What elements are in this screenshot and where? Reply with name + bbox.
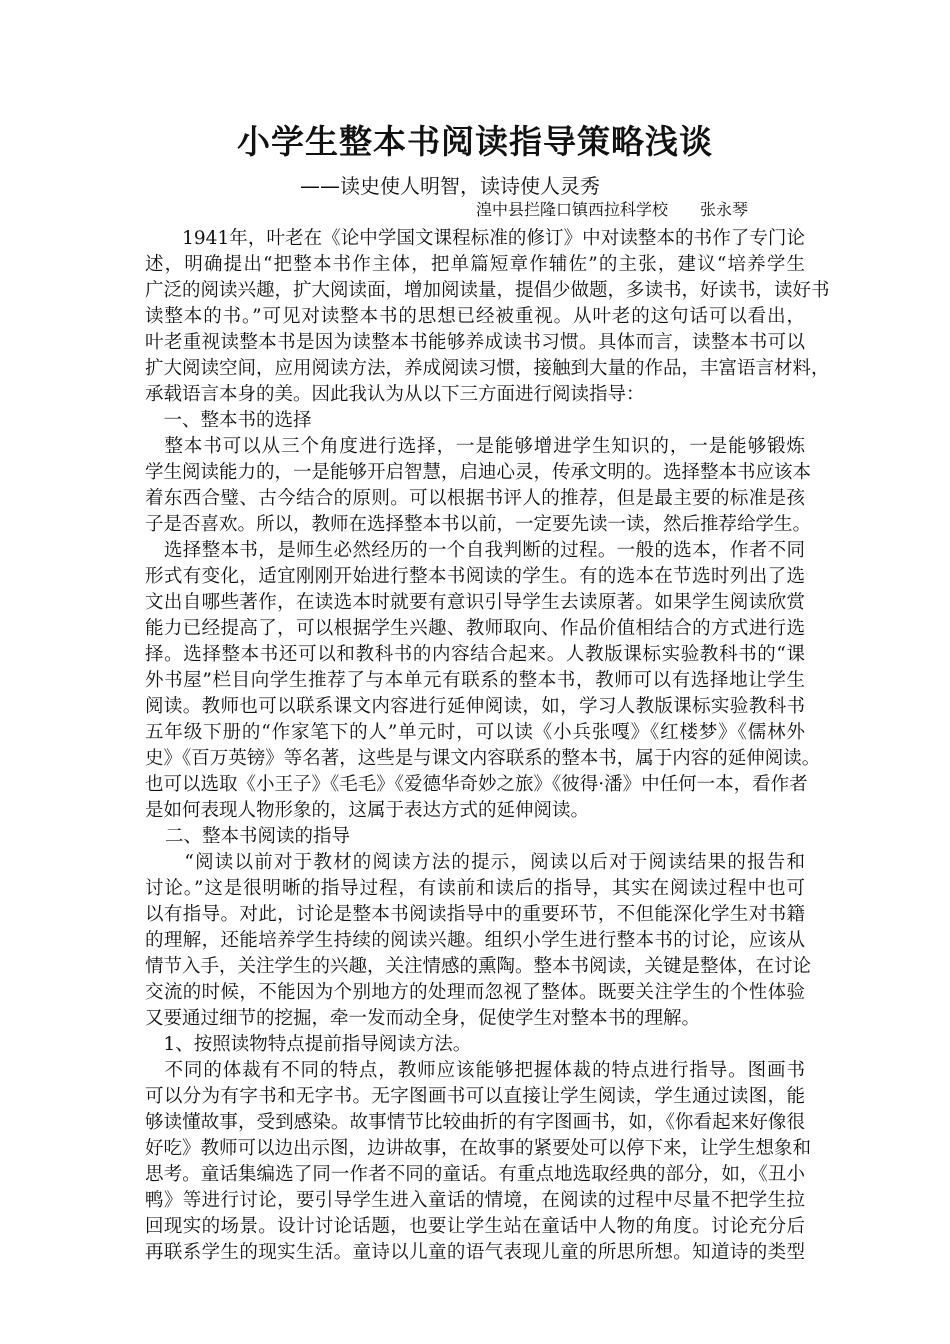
document-subtitle: ——读史使人明智，读诗使人灵秀	[300, 174, 600, 198]
body-line: 阅读。教师也可以联系课文内容进行延伸阅读，如，学习人教版课标实验教科书	[145, 696, 805, 717]
body-line: 择。选择整本书还可以和教科书的内容结合起来。人教版课标实验教科书的“课	[145, 644, 805, 665]
body-line: 交流的时候，不能因为个别地方的处理而忽视了整体。既要关注学生的个性体验	[145, 982, 805, 1003]
body-line: 着东西合璧、古今结合的原则。可以根据书评人的推荐，但是最主要的标准是孩	[145, 488, 805, 509]
subsection-heading: 1、按照读物特点提前指导阅读方法。	[145, 1034, 472, 1055]
body-line: 是如何表现人物形象的，这属于表达方式的延伸阅读。	[145, 800, 590, 821]
body-line: 扩大阅读空间，应用阅读方法，养成阅读习惯，接触到大量的作品，丰富语言材料，	[145, 358, 830, 379]
body-line: 能力已经提高了，可以根据学生兴趣、教师取向、作品价值相结合的方式进行选	[145, 618, 805, 639]
body-line: 又要通过细节的挖掘，牵一发而动全身，促使学生对整本书的理解。	[145, 1008, 701, 1029]
body-line: 承载语言本身的美。因此我认为从以下三方面进行阅读指导：	[145, 384, 645, 405]
body-line: 也可以选取《小王子》《毛毛》《爱德华奇妙之旅》《彼得·潘》中任何一本，看作者	[145, 774, 808, 795]
section-heading: 二、整本书阅读的指导	[165, 826, 351, 847]
document-title: 小学生整本书阅读指导策略浅谈	[237, 122, 713, 161]
body-line: 以有指导。对此，讨论是整本书阅读指导中的重要环节，不但能深化学生对书籍	[145, 904, 805, 925]
body-line: “阅读以前对于教材的阅读方法的提示，阅读以后对于阅读结果的报告和	[145, 852, 805, 873]
body-line: 选择整本书，是师生必然经历的一个自我判断的过程。一般的选本，作者不同	[145, 540, 805, 561]
body-line: 鸭》等进行讨论，要引导学生进入童话的情境，在阅读的过程中尽量不把学生拉	[145, 1190, 805, 1211]
body-line: 读整本的书。”可见对读整本书的思想已经被重视。从叶老的这句话可以看出，	[145, 306, 805, 327]
body-line: 可以分为有字书和无字书。无字图画书可以直接让学生阅读，学生通过读图，能	[145, 1086, 805, 1107]
body-line: 好吃》教师可以边出示图，边讲故事，在故事的紧要处可以停下来，让学生想象和	[145, 1138, 812, 1159]
author-line: 湟中县拦隆口镇西拉科学校 张永琴	[476, 200, 749, 219]
body-line: 1941年，叶老在《论中学国文课程标准的修订》中对读整本的书作了专门论	[145, 228, 805, 249]
body-line: 情节入手，关注学生的兴趣，关注情感的熏陶。整本书阅读，关键是整体，在讨论	[145, 956, 812, 977]
body-line: 形式有变化，适宜刚刚开始进行整本书阅读的学生。有的选本在节选时列出了选	[145, 566, 805, 587]
body-line: 整本书可以从三个角度进行选择，一是能够增进学生知识的，一是能够锻炼	[145, 436, 805, 457]
body-line: 回现实的场景。设计讨论话题，也要让学生站在童话中人物的角度。讨论充分后	[145, 1216, 805, 1237]
body-line: 学生阅读能力的，一是能够开启智慧，启迪心灵，传承文明的。选择整本书应该本	[145, 462, 812, 483]
body-line: 广泛的阅读兴趣，扩大阅读面，增加阅读量，提倡少做题，多读书，好读书，读好书	[145, 280, 830, 301]
body-line: 外书屋”栏目向学生推荐了与本单元有联系的整本书，教师可以有选择地让学生	[145, 670, 805, 691]
body-line: 文出自哪些著作，在读选本时就要有意识引导学生去读原著。如果学生阅读欣赏	[145, 592, 805, 613]
body-line: 五年级下册的“作家笔下的人”单元时，可以读《小兵张嘎》《红楼梦》《儒林外	[145, 722, 805, 743]
section-heading: 一、整本书的选择	[145, 410, 312, 431]
body-line: 再联系学生的现实生活。童诗以儿童的语气表现儿童的所思所想。知道诗的类型	[145, 1242, 805, 1263]
body-line: 思考。童话集编选了同一作者不同的童话。有重点地选取经典的部分，如，《丑小	[145, 1164, 805, 1185]
body-line: 叶老重视读整本书是因为读整本书能够养成读书习惯。具体而言，读整本书可以	[145, 332, 805, 353]
body-line: 够读懂故事，受到感染。故事情节比较曲折的有字图画书，如，《你看起来好像很	[145, 1112, 805, 1133]
body-line: 讨论。”这是很明晰的指导过程，有读前和读后的指导，其实在阅读过程中也可	[145, 878, 805, 899]
body-line: 史》《百万英镑》等名著，这些是与课文内容联系的整本书，属于内容的延伸阅读。	[145, 748, 821, 769]
body-line: 不同的体裁有不同的特点，教师应该能够把握体裁的特点进行指导。图画书	[145, 1060, 805, 1081]
body-line: 的理解，还能培养学生持续的阅读兴趣。组织小学生进行整本书的讨论，应该从	[145, 930, 805, 951]
body-line: 述，明确提出“把整本书作主体，把单篇短章作辅佐”的主张，建议“培养学生	[145, 254, 805, 275]
body-line: 子是否喜欢。所以，教师在选择整本书以前，一定要先读一读，然后推荐给学生。	[145, 514, 812, 535]
